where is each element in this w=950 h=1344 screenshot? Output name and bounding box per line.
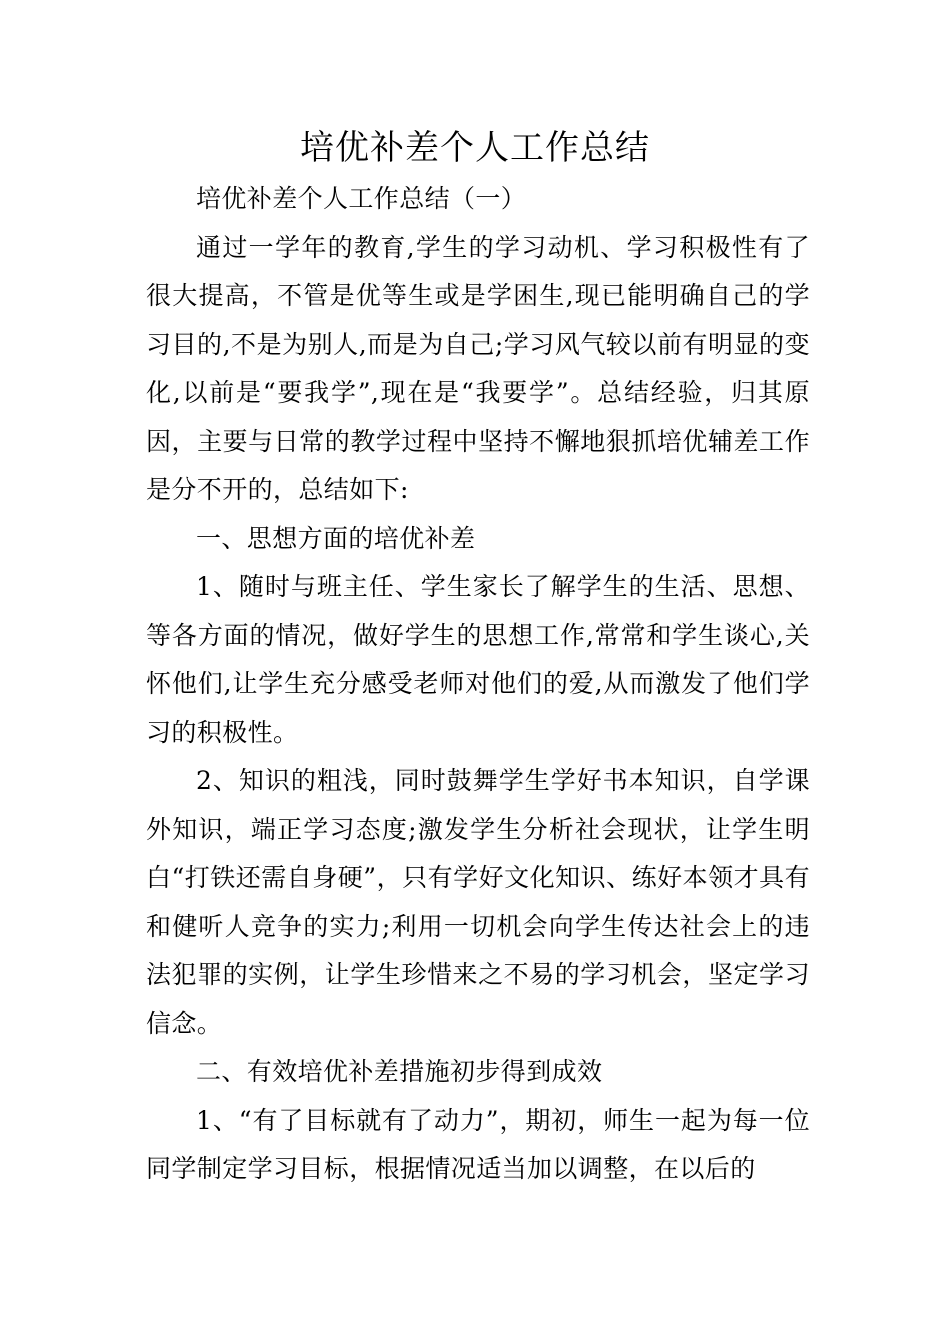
document-title: 培优补差个人工作总结 [300, 128, 650, 168]
subtitle-paragraph: 培优补差个人工作总结（一） [196, 184, 527, 213]
body-paragraph-2: 2、知识的粗浅，同时鼓舞学生学好书本知识，自学课外知识，端正学习态度;激发学生分析社会现状，让学生明白“打铁还需自身硬”，只有学好文化知识、练好本领才具有和健听人竞争的实力;利用一切机会向学生传达社会上的违法犯罪的实例，让学生珍惜来之不易的学习机会，坚定学习信念。 [146, 766, 810, 1038]
section-heading-2: 二、有效培优补差措施初步得到成效 [196, 1057, 603, 1086]
body-paragraph-3: 1、“有了目标就有了动力”，期初，师生一起为每一位同学制定学习目标，根据情况适当加以调整，在以后的 [146, 1105, 810, 1183]
intro-paragraph: 通过一学年的教育,学生的学习动机、学习积极性有了很大提高，不管是优等生或是学困生,现已能明确自己的学习目的,不是为别人,而是为自己;学习风气较以前有明显的变化,以前是“要我学”,现在是“我要学”。总结经验，归其原因，主要与日常的教学过程中坚持不懈地狠抓培优辅差工作是分不开的，总结如下: [146, 232, 810, 504]
section-heading-1: 一、思想方面的培优补差 [196, 523, 476, 553]
body-paragraph-1: 1、随时与班主任、学生家长了解学生的生活、思想、等各方面的情况，做好学生的思想工作,常常和学生谈心,关怀他们,让学生充分感受老师对他们的爱,从而激发了他们学习的积极性。 [146, 572, 810, 747]
document-body [146, 175, 810, 1194]
